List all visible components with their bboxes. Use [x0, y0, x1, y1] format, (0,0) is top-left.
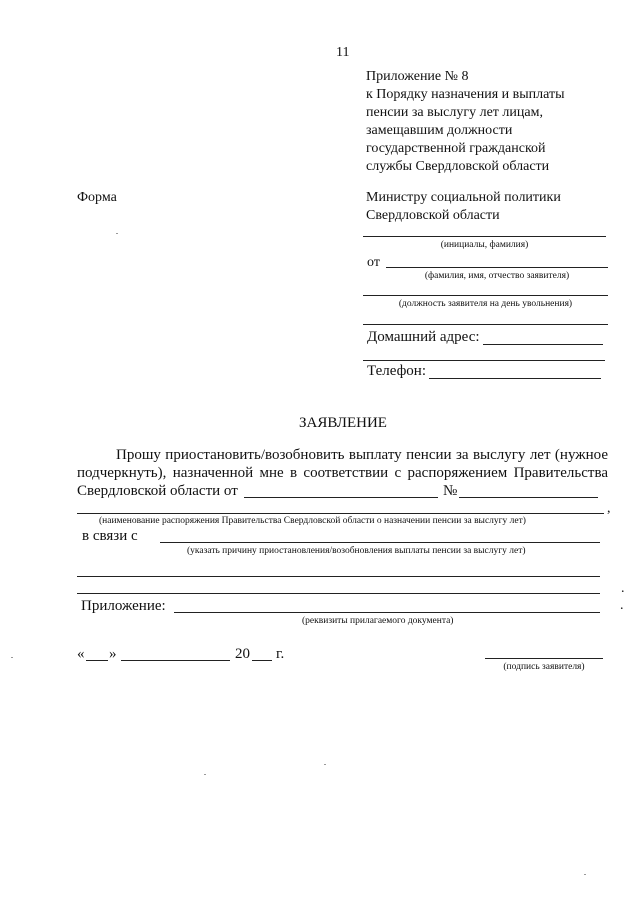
year-field[interactable]: [252, 660, 272, 661]
appendix-line: пенсии за выслугу лет лицам,: [366, 105, 543, 120]
phone-label: Телефон:: [367, 363, 426, 379]
signature-field[interactable]: [485, 658, 603, 659]
scan-speck: [584, 874, 586, 875]
reason-field-3[interactable]: [77, 593, 600, 594]
reason-field-1[interactable]: [160, 542, 600, 543]
applicant-name-caption: (фамилия, имя, отчество заявителя): [424, 271, 570, 281]
order-name-field[interactable]: [77, 513, 604, 514]
form-label: Форма: [77, 190, 117, 205]
day-field[interactable]: [86, 660, 108, 661]
appendix-line: службы Свердловской области: [366, 159, 550, 174]
reason-label: в связи с: [82, 528, 138, 544]
year-suffix: г.: [276, 646, 285, 662]
initials-caption: (инициалы, фамилия): [440, 240, 529, 250]
close-quote: »: [109, 646, 117, 662]
home-address-field-1[interactable]: [483, 344, 603, 345]
scan-speck: [204, 774, 206, 775]
appendix-line: к Порядку назначения и выплаты: [366, 87, 565, 102]
from-label: от: [367, 255, 380, 270]
end-period: .: [621, 581, 625, 596]
attachment-field[interactable]: [174, 612, 600, 613]
position-field-1[interactable]: [363, 295, 608, 296]
attachment-label: Приложение:: [81, 598, 166, 614]
document-title: ЗАЯВЛЕНИЕ: [299, 415, 387, 431]
attachment-caption: (реквизиты прилагаемого документа): [302, 616, 454, 626]
addressee-line: Министру социальной политики: [366, 190, 561, 205]
home-address-label: Домашний адрес:: [367, 329, 480, 345]
body-line-prefix: Свердловской области от: [77, 483, 238, 499]
open-quote: «: [77, 646, 85, 662]
body-line: Прошу приостановить/возобновить выплату пенсии за выслугу лет (нужное: [116, 447, 608, 463]
attachment-period: .: [620, 598, 624, 613]
applicant-name-field[interactable]: [386, 267, 608, 268]
number-sign: №: [443, 483, 458, 499]
year-prefix: 20: [235, 646, 250, 662]
scan-speck: [324, 764, 326, 765]
scan-speck: [116, 233, 118, 234]
order-date-field[interactable]: [244, 497, 438, 498]
initials-field[interactable]: [363, 236, 606, 237]
appendix-line: Приложение № 8: [366, 69, 469, 84]
order-caption: (наименование распоряжения Правительства Свердловской области о назначении пенсии за выслугу лет): [99, 516, 526, 526]
home-address-field-2[interactable]: [363, 360, 605, 361]
addressee-line: Свердловской области: [366, 208, 500, 223]
phone-field[interactable]: [429, 378, 601, 379]
position-caption: (должность заявителя на день увольнения): [398, 299, 573, 309]
scan-speck: [11, 657, 13, 658]
appendix-line: замещавшим должности: [366, 123, 513, 138]
signature-caption: (подпись заявителя): [503, 662, 585, 672]
comma: ,: [607, 501, 611, 516]
reason-caption: (указать причину приостановления/возобновления выплаты пенсии за выслугу лет): [187, 546, 526, 556]
month-field[interactable]: [121, 660, 230, 661]
page-number: 11: [336, 45, 350, 60]
reason-field-2[interactable]: [77, 576, 600, 577]
order-number-field[interactable]: [459, 497, 598, 498]
body-line: подчеркнуть), назначенной мне в соответствии с распоряжением Правительства: [77, 465, 608, 481]
appendix-line: государственной гражданской: [366, 141, 546, 156]
position-field-2[interactable]: [363, 324, 608, 325]
